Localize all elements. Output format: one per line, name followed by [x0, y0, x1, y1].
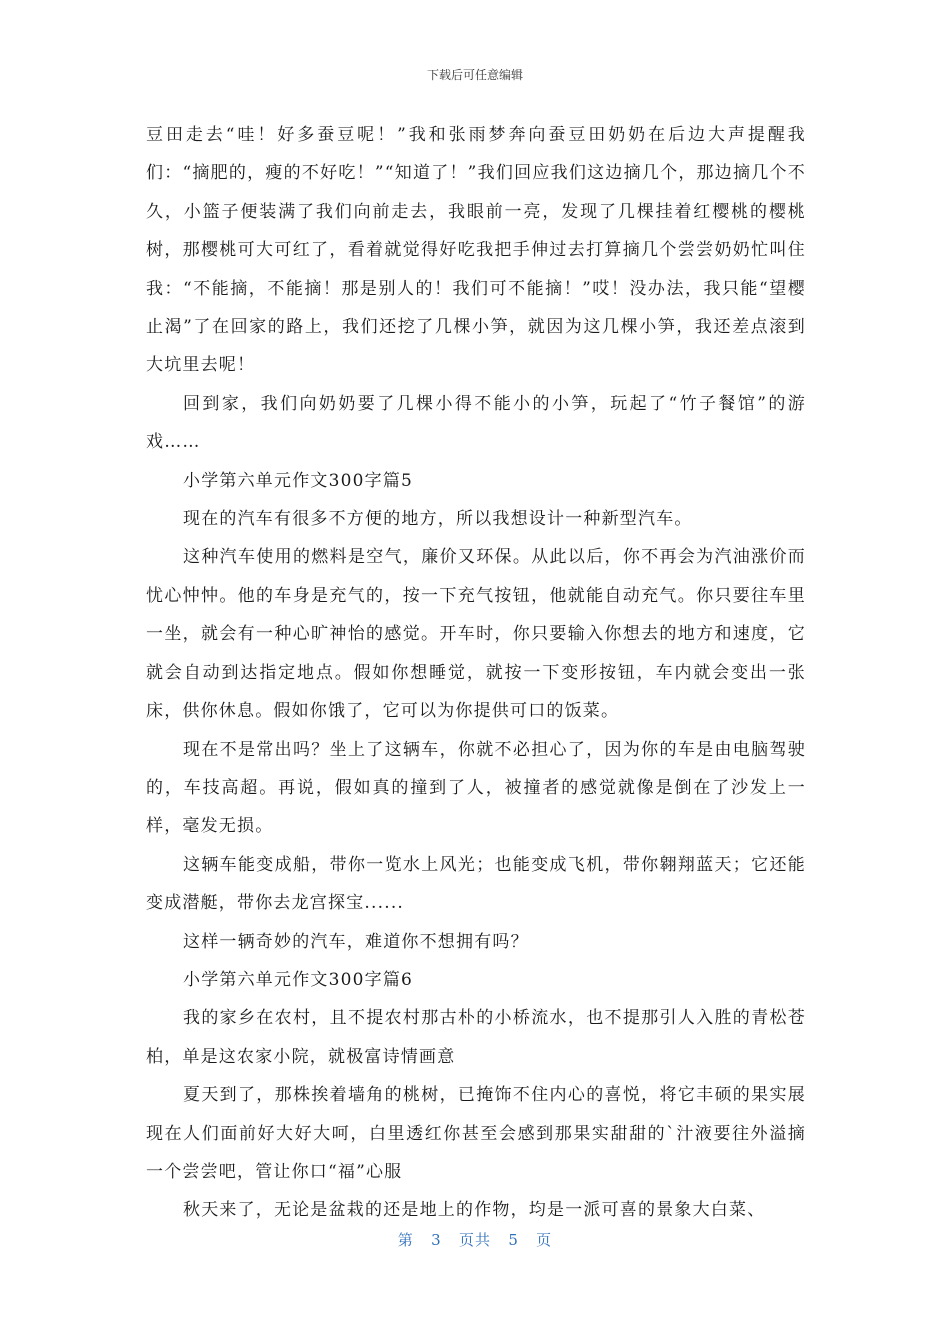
paragraph: 现在不是常出吗？坐上了这辆车，你就不必担心了，因为你的车是由电脑驾驶的，车技高超。再说，假如真的撞到了人，被撞者的感觉就像是倒在了沙发上一样，毫发无损。: [146, 739, 806, 837]
paragraph: 秋天来了，无论是盆栽的还是地上的作物，均是一派可喜的景象大白菜、: [183, 1200, 766, 1221]
section-heading: 小学第六单元作文300字篇5: [183, 470, 414, 491]
section-heading: 小学第六单元作文300字篇6: [183, 969, 414, 990]
paragraph: 回到家，我们向奶奶要了几棵小得不能小的小笋，玩起了“竹子餐馆”的游戏……: [146, 393, 806, 453]
paragraph: 我的家乡在农村，且不提农村那古朴的小桥流水，也不提那引人入胜的青松苍柏，单是这农家小院，就极富诗情画意: [146, 1008, 806, 1067]
paragraph: 豆田走去“哇！好多蚕豆呢！”我和张雨梦奔向蚕豆田奶奶在后边大声提醒我们：“摘肥的，瘦的不好吃！”“知道了！”我们回应我们这边摘几个，那边摘几个不久，小篮子便装满了我们向前走去，我眼前一亮，发现了几棵挂着红樱桃的樱桃树，那樱桃可大可红了，看着就觉得好吃我把手伸过去打算摘几个尝尝奶奶忙叫住我：“不能摘，不能摘！那是别人的！我们可不能摘！”哎！没办法，我只能“望樱止渴”了在回家的路上，我们还挖了几棵小笋，就因为这几棵小笋，我还差点滚到大坑里去呢！: [146, 125, 806, 376]
paragraph: 这样一辆奇妙的汽车，难道你不想拥有吗？: [183, 931, 529, 952]
paragraph: 这种汽车使用的燃料是空气，廉价又环保。从此以后，你不再会为汽油涨价而忧心忡忡。他的车身是充气的，按一下充气按钮，他就能自动充气。你只要往车里一坐，就会有一种心旷神怡的感觉。开车时，你只要输入你想去的地方和速度，它就会自动到达指定地点。假如你想睡觉，就按一下变形按钮，车内就会变出一张床，供你休息。假如你饿了，它可以为你提供可口的饭菜。: [146, 547, 806, 722]
footer-label-page: 第: [397, 1231, 414, 1249]
total-pages-number: 5: [508, 1231, 519, 1249]
page-footer: [0, 1229, 950, 1250]
paragraph: 夏天到了，那株挨着墙角的桃树，已掩饰不住内心的喜悦，将它丰硕的果实展现在人们面前好大好大呵，白里透红你甚至会感到那果实甜甜的`汁液要往外溢摘一个尝尝吧，管让你口“福”心服: [146, 1085, 806, 1182]
footer-label-of: 页共: [458, 1231, 491, 1249]
current-page-number: 3: [431, 1231, 442, 1249]
page-header: 下载后可任意编辑: [426, 68, 523, 82]
paragraph: 现在的汽车有很多不方便的地方，所以我想设计一种新型汽车。: [183, 509, 693, 530]
document-body: [146, 116, 806, 1230]
footer-label-end: 页: [536, 1231, 553, 1249]
paragraph: 这辆车能变成船，带你一览水上风光；也能变成飞机，带你翱翔蓝天；它还能变成潜艇，带你去龙宫探宝......: [146, 854, 806, 914]
